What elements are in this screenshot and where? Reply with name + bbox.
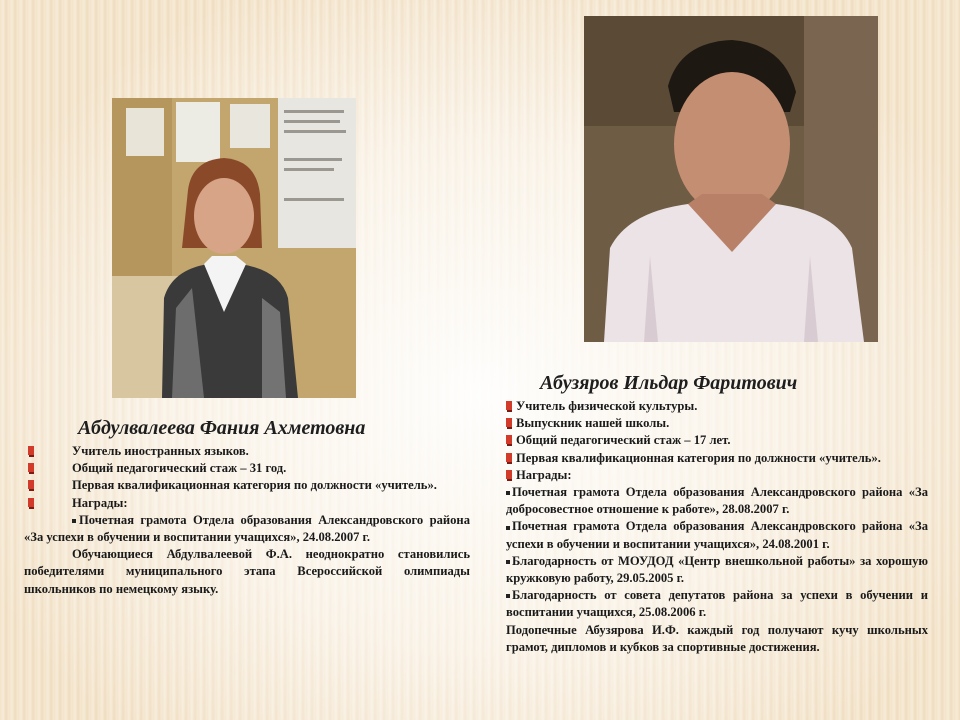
- item-text: Награды:: [516, 467, 572, 482]
- photo-abdulvaleeva: [112, 98, 356, 398]
- red-bullet-icon: [28, 480, 34, 491]
- award-item: [506, 484, 928, 518]
- square-bullet-icon: [506, 526, 510, 530]
- red-bullet-icon: [506, 435, 512, 446]
- award-text: Благодарность от МОУДОД «Центр внешкольной работы» за хорошую кружковую работу, 29.05.2005 г.: [506, 553, 928, 586]
- item-text: Награды:: [72, 495, 128, 510]
- list-item: [506, 450, 928, 467]
- award-text: Почетная грамота Отдела образования Александровского района «За добросовестное отношение к работе», 28.08.2007 г.: [506, 485, 928, 517]
- square-bullet-icon: [506, 560, 510, 564]
- square-bullet-icon: [506, 491, 510, 495]
- award-item: [506, 587, 928, 621]
- red-bullet-icon: [506, 453, 512, 464]
- item-text: Учитель иностранных языков.: [72, 444, 249, 458]
- bio-right: [506, 398, 928, 656]
- award-item: [506, 553, 928, 587]
- red-bullet-icon: [506, 401, 512, 412]
- item-text: Выпускник нашей школы.: [516, 416, 670, 431]
- list-item: [24, 460, 470, 477]
- red-bullet-icon: [28, 498, 34, 509]
- item-text: Общий педагогический стаж – 17 лет.: [516, 433, 731, 448]
- list-item: [506, 467, 928, 484]
- red-bullet-icon: [28, 463, 34, 474]
- woman-portrait-icon: [112, 98, 356, 398]
- red-bullet-icon: [506, 470, 512, 481]
- item-text: Первая квалификационная категория по должности «учитель».: [72, 478, 437, 493]
- red-bullet-icon: [506, 418, 512, 429]
- item-text: Учитель физической культуры.: [516, 399, 698, 413]
- list-item: [506, 415, 928, 432]
- item-text: Общий педагогический стаж – 31 год.: [72, 461, 287, 476]
- achievement-paragraph: Обучающиеся Абдулвалеевой Ф.А. неоднократно становились победителями муниципального этапа Всероссийской олимпиады школьников по немецкому языку.: [24, 547, 470, 596]
- square-bullet-icon: [506, 594, 510, 598]
- achievement-paragraph: Подопечные Абузярова И.Ф. каждый год получают кучу школьных грамот, дипломов и кубков за спортивные достижения.: [506, 622, 928, 654]
- red-bullet-icon: [28, 446, 34, 457]
- list-item: [24, 443, 470, 460]
- list-item: [24, 495, 470, 512]
- award-item: [506, 518, 928, 552]
- teacher-name-left: Абдулвалеева Фания Ахметовна: [78, 417, 366, 439]
- teacher-name-right: Абузяров Ильдар Фаритович: [540, 372, 798, 394]
- man-portrait-icon: [584, 16, 878, 342]
- bio-left: [24, 443, 470, 598]
- list-item: [24, 477, 470, 494]
- photo-abuzyarov: [584, 16, 878, 342]
- square-bullet-icon: [72, 519, 76, 523]
- award-item: [24, 512, 470, 546]
- award-text: Благодарность от совета депутатов района за успехи в обучении и воспитании учащихся, 25.08.2006 г.: [506, 588, 928, 620]
- award-text: Почетная грамота Отдела образования Александровского района «За успехи в обучении и воспитании учащихся», 24.08.2007 г.: [24, 512, 470, 545]
- award-text: Почетная грамота Отдела образования Александровского района «За успехи в обучении и воспитании учащихся», 24.08.2001 г.: [506, 519, 928, 551]
- list-item: [506, 432, 928, 449]
- list-item: [506, 398, 928, 415]
- item-text: Первая квалификационная категория по должности «учитель».: [516, 450, 881, 465]
